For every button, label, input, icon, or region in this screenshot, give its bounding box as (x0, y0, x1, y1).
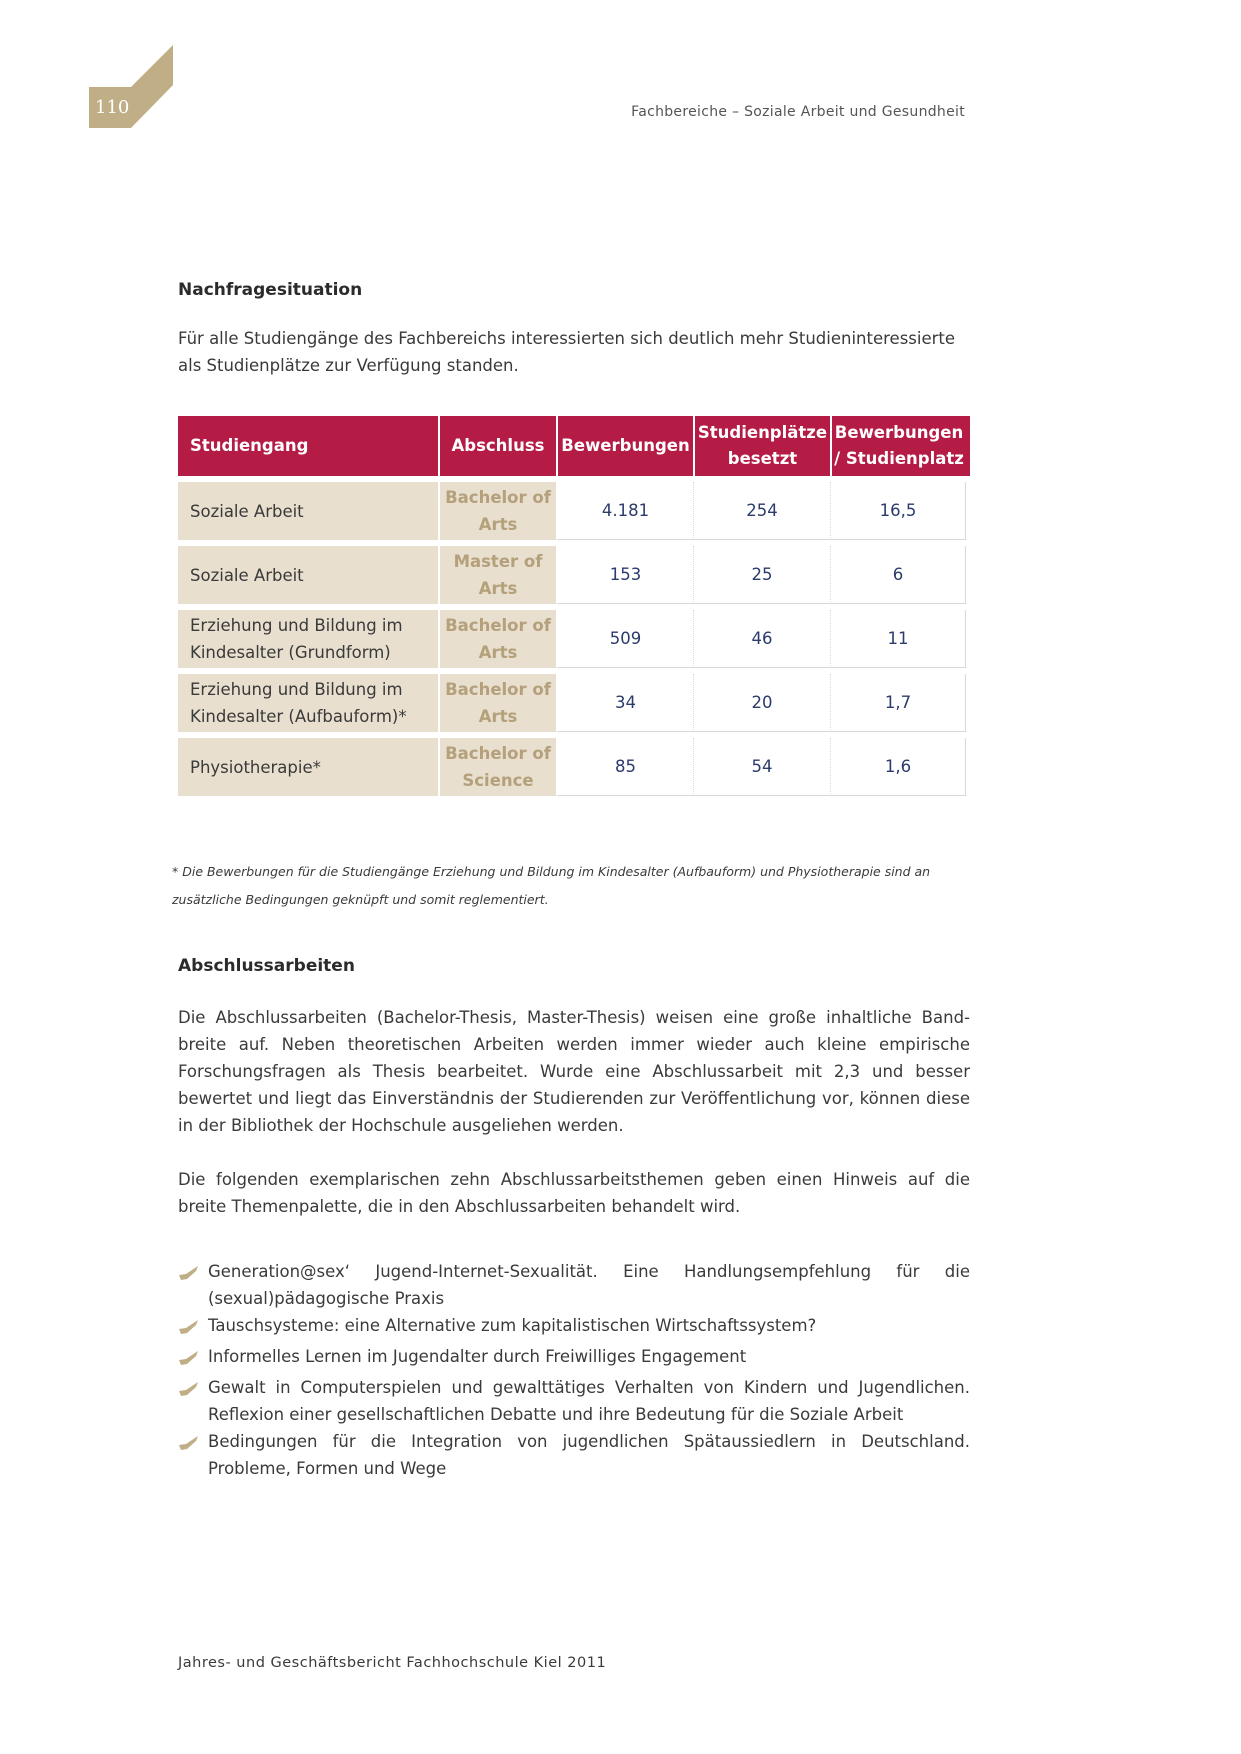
section-demand (178, 280, 970, 379)
cell-plaetze: 25 (693, 546, 830, 604)
page-footer: Jahres- und Geschäftsbericht Fachhochschule Kiel 2011 (178, 1655, 607, 1671)
cell-quote: 16,5 (830, 482, 966, 540)
col-header-bewerbungen: Bewerbungen (556, 416, 693, 476)
pencil-check-icon (178, 1258, 208, 1312)
cell-plaetze: 20 (693, 674, 830, 732)
pencil-check-icon (178, 1312, 208, 1343)
cell-studiengang: Soziale Arbeit (178, 546, 438, 604)
cell-abschluss: Bachelor of Arts (438, 674, 556, 732)
table-header (178, 416, 970, 476)
cell-studiengang: Physiotherapie* (178, 738, 438, 796)
col-header-studiengang: Studiengang (190, 436, 309, 455)
section-theses (178, 956, 970, 1220)
list-item (178, 1374, 970, 1428)
cell-bewerbungen: 4.181 (556, 482, 693, 540)
list-item-text: Gewalt in Computerspielen und gewalttätiges Verhalten von Kindern und Jugendlichen. Reflexion einer gesellschaftlichen Debatte und ihre Bedeutung für die Soziale Arbeit (208, 1378, 970, 1424)
page-number: 110 (95, 97, 130, 118)
table-row (178, 738, 970, 796)
cell-quote: 1,7 (830, 674, 966, 732)
table-row (178, 610, 970, 668)
cell-abschluss: Bachelor of Arts (438, 482, 556, 540)
list-item-text: Tauschsysteme: eine Alternative zum kapitalistischen Wirtschaftssystem? (208, 1316, 817, 1335)
running-head: Fachbereiche – Soziale Arbeit und Gesundheit (631, 104, 965, 120)
section-text: Für alle Studiengänge des Fachbereichs interessierten sich deutlich mehr Studieninteressierte als Studienplätze zur Verfügung standen. (178, 329, 956, 375)
section-paragraph: Die folgenden exemplarischen zehn Abschlussarbeitsthemen geben einen Hinweis auf die breite Themenpalette, die in den Abschlussarbeiten behandelt wird. (178, 1170, 970, 1216)
list-item (178, 1258, 970, 1312)
cell-bewerbungen: 153 (556, 546, 693, 604)
section-title: Nachfragesituation (178, 280, 363, 300)
list-item (178, 1428, 970, 1482)
table-row (178, 482, 970, 540)
table-row (178, 674, 970, 732)
cell-studiengang: Soziale Arbeit (178, 482, 438, 540)
section-paragraph: Die Abschlussarbeiten (Bachelor-Thesis, Master-Thesis) weisen eine große inhaltliche Band-breite auf. Neben theoretischen Arbeiten werden immer wieder auch kleine empirische Forschungsfragen als Thesis bearbeitet. Wurde eine Abschlussarbeit mit 2,3 und besser bewertet und liegt das Einverständnis der Studierenden zur Veröffentlichung vor, können diese in der Bibliothek der Hochschule ausgeliehen werden. (178, 1008, 970, 1135)
cell-quote: 1,6 (830, 738, 966, 796)
list-item-text: Generation@sex‘ Jugend-Internet-Sexualität. Eine Handlungsempfehlung für die (sexual)pädagogische Praxis (208, 1262, 970, 1308)
thesis-topic-list (178, 1258, 970, 1482)
col-header-abschluss: Abschluss (438, 416, 556, 476)
section-title: Abschlussarbeiten (178, 956, 355, 976)
cell-bewerbungen: 509 (556, 610, 693, 668)
cell-abschluss: Master of Arts (438, 546, 556, 604)
cell-bewerbungen: 85 (556, 738, 693, 796)
cell-abschluss: Bachelor of Arts (438, 610, 556, 668)
col-header-quote: Bewerbungen / Studienplatz (830, 416, 966, 476)
cell-quote: 11 (830, 610, 966, 668)
table-row (178, 546, 970, 604)
list-item-text: Bedingungen für die Integration von jugendlichen Spätaussiedlern in Deutschland. Probleme, Formen und Wege (208, 1432, 970, 1478)
pencil-check-icon (178, 1428, 208, 1482)
cell-quote: 6 (830, 546, 966, 604)
cell-bewerbungen: 34 (556, 674, 693, 732)
list-item (178, 1343, 970, 1374)
cell-studiengang: Erziehung und Bildung im Kindesalter (Grundform) (178, 610, 438, 668)
cell-plaetze: 54 (693, 738, 830, 796)
cell-abschluss: Bachelor of Science (438, 738, 556, 796)
list-item-text: Informelles Lernen im Jugendalter durch Freiwilliges Engagement (208, 1347, 747, 1366)
list-item (178, 1312, 970, 1343)
cell-plaetze: 254 (693, 482, 830, 540)
pencil-check-icon (178, 1343, 208, 1374)
cell-studiengang: Erziehung und Bildung im Kindesalter (Aufbauform)* (178, 674, 438, 732)
table-footnote: * Die Bewerbungen für die Studiengänge Erziehung und Bildung im Kindesalter (Aufbauform) und Physiotherapie sind an zusätzliche Bedingungen geknüpft und somit reglementiert. (172, 864, 931, 907)
col-header-plaetze: Studienplätze besetzt (693, 416, 830, 476)
demand-table (178, 416, 970, 796)
cell-plaetze: 46 (693, 610, 830, 668)
pencil-check-icon (178, 1374, 208, 1428)
